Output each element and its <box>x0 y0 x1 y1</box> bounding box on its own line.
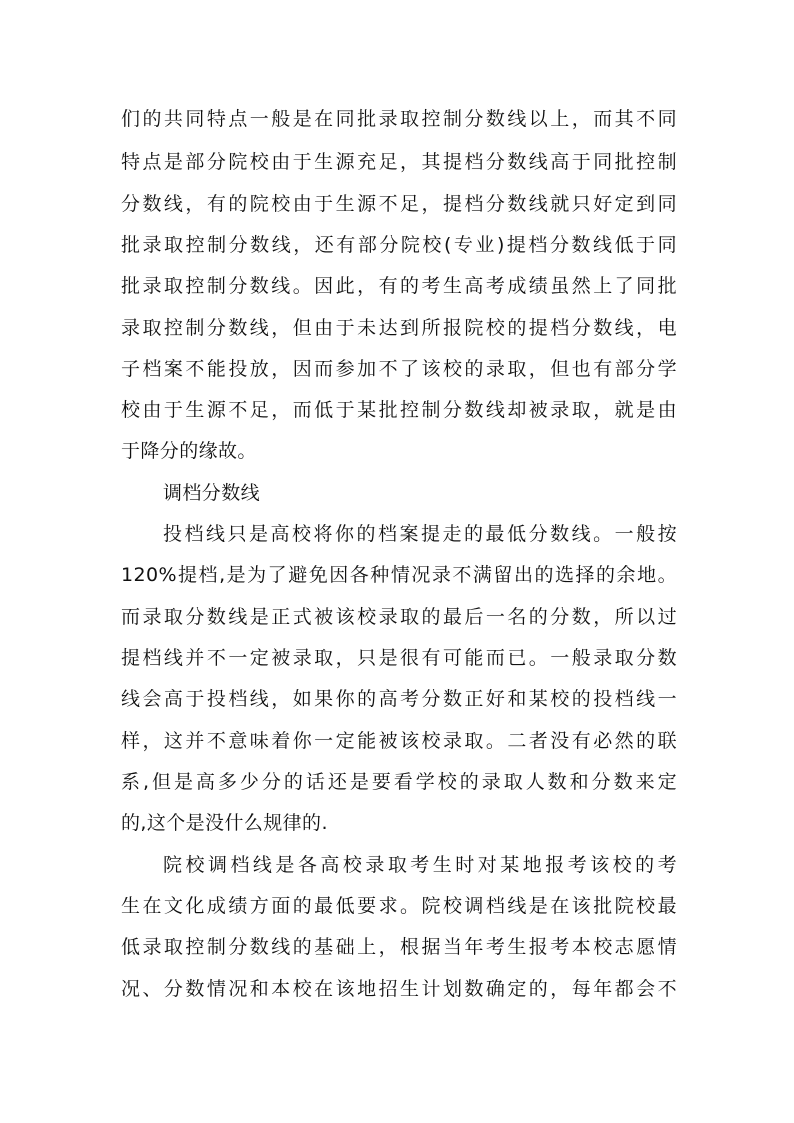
paragraph-line: 低录取控制分数线的基础上，根据当年考生报考本校志愿情 <box>121 936 677 958</box>
paragraph-line: 而录取分数线是正式被该校录取的最后一名的分数，所以过 <box>121 606 677 628</box>
paragraph-line: 院校调档线是各高校录取考生时对某地报考该校的考 <box>163 854 677 876</box>
paragraph-line: 们的共同特点一般是在同批录取控制分数线以上，而其不同 <box>121 108 677 130</box>
paragraph-line: 系,但是高多少分的话还是要看学校的录取人数和分数来定 <box>121 771 677 793</box>
paragraph-line: 的,这个是没什么规律的. <box>121 812 328 834</box>
paragraph-line: 于降分的缘故。 <box>121 440 257 462</box>
paragraph-line: 线会高于投档线，如果你的高考分数正好和某校的投档线一 <box>121 688 677 710</box>
paragraph-line: 校由于生源不足，而低于某批控制分数线却被录取，就是由 <box>121 399 677 421</box>
paragraph-line: 批录取控制分数线，还有部分院校(专业)提档分数线低于同 <box>121 234 677 256</box>
paragraph-line: 提档线并不一定被录取，只是很有可能而已。一般录取分数 <box>121 647 677 669</box>
paragraph-line: 录取控制分数线，但由于未达到所报院校的提档分数线，电 <box>121 317 677 339</box>
paragraph-line: 况、分数情况和本校在该地招生计划数确定的，每年都会不 <box>121 978 677 1000</box>
paragraph-line: 样，这并不意味着你一定能被该校录取。二者没有必然的联 <box>121 730 677 752</box>
paragraph-line: 批录取控制分数线。因此，有的考生高考成绩虽然上了同批 <box>121 275 677 297</box>
paragraph-line: 特点是部分院校由于生源充足，其提档分数线高于同批控制 <box>121 151 677 173</box>
paragraph-line: 子档案不能投放，因而参加不了该校的录取，但也有部分学 <box>121 358 677 380</box>
paragraph-line: 投档线只是高校将你的档案提走的最低分数线。一般按 <box>163 523 677 545</box>
paragraph-line: 分数线，有的院校由于生源不足，提档分数线就只好定到同 <box>121 193 677 215</box>
section-heading: 调档分数线 <box>163 482 261 504</box>
paragraph-line: 生在文化成绩方面的最低要求。院校调档线是在该批院校最 <box>121 895 677 917</box>
paragraph-line: 120%提档,是为了避免因各种情况录不满留出的选择的余地。 <box>121 564 677 586</box>
